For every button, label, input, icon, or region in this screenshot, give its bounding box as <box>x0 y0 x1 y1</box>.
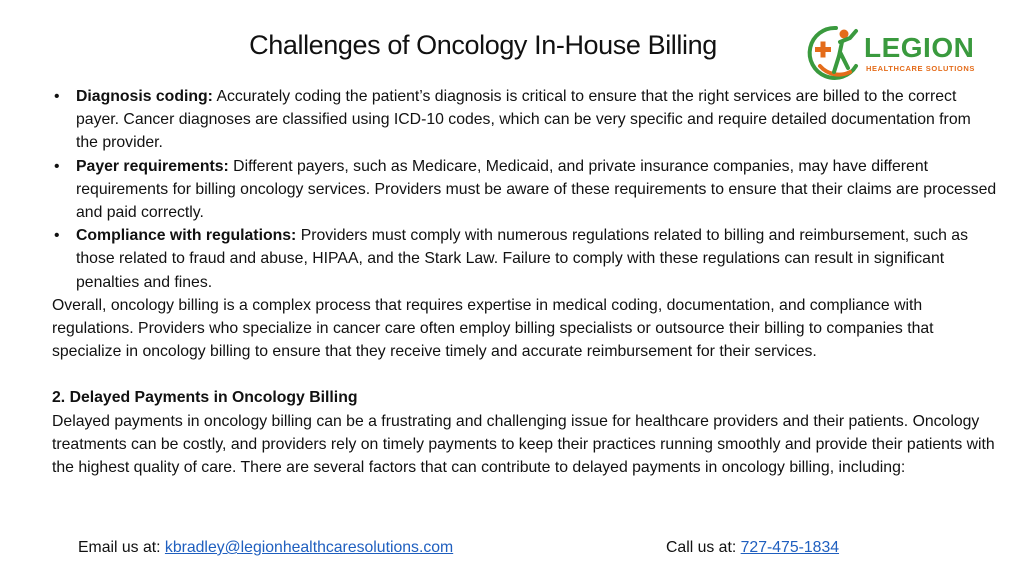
bullet-text: Accurately coding the patient’s diagnosis is critical to ensure that the right services are billed to the correct payer. Cancer diagnoses are classified using ICD-10 codes, which can be very specific and require detailed documentation from the provider. <box>76 88 971 152</box>
bullet-term: Payer requirements: <box>76 157 229 175</box>
bullet-item <box>52 85 997 155</box>
bullet-term: Compliance with regulations: <box>76 227 297 245</box>
email-link[interactable]: kbradley@legionhealthcaresolutions.com <box>164 539 454 556</box>
footer-phone <box>666 539 839 557</box>
bullet-dot: • <box>54 157 60 175</box>
email-label: Email us at: <box>78 539 165 556</box>
bullet-dot: • <box>54 227 60 245</box>
bullet-dot: • <box>54 88 60 105</box>
footer-email <box>78 539 453 557</box>
bullet-text: Providers must comply with numerous regulations related to billing and reimbursement, such as those related to fraud and abuse, HIPAA, and the Stark Law. Failure to comply with these regulations can result in significant penalties and fines. <box>76 227 968 291</box>
logo-tagline: HEALTHCARE SOLUTIONS <box>866 64 975 73</box>
phone-label: Call us at: <box>666 539 741 556</box>
bullet-list <box>52 85 997 294</box>
phone-link[interactable]: 727-475-1834 <box>740 539 840 556</box>
summary-paragraph: Overall, oncology billing is a complex process that requires expertise in medical coding, documentation, and compliance with regulations. Providers who specialize in cancer care often employ billing specialists or outsource their billing to companies that specialize in oncology billing to ensure that they receive timely and accurate reimbursement for their services. <box>52 296 934 361</box>
bullet-item <box>52 155 997 225</box>
section-body: Delayed payments in oncology billing can be a frustrating and challenging issue for healthcare providers and their patients. Oncology treatments can be costly, and providers rely on timely payments to keep their practices running smoothly and provide their patients with the highest quality of care. There are several factors that can contribute to delayed payments in oncology billing, including: <box>52 412 995 477</box>
bullet-term: Diagnosis coding: <box>76 88 213 105</box>
bullet-item <box>52 224 997 294</box>
slide-body <box>52 85 997 479</box>
legion-logo <box>806 22 986 82</box>
bullet-text: Different payers, such as Medicare, Medicaid, and private insurance companies, may have different requirements for billing oncology services. Providers must be aware of these requirements to ensure that their claims are processed and paid correctly. <box>76 157 997 222</box>
section-heading: 2. Delayed Payments in Oncology Billing <box>52 389 358 407</box>
slide-title: Challenges of Oncology In-House Billing <box>249 30 717 60</box>
logo-mark-icon <box>806 22 862 82</box>
logo-brand-text: LEGION <box>864 32 975 63</box>
